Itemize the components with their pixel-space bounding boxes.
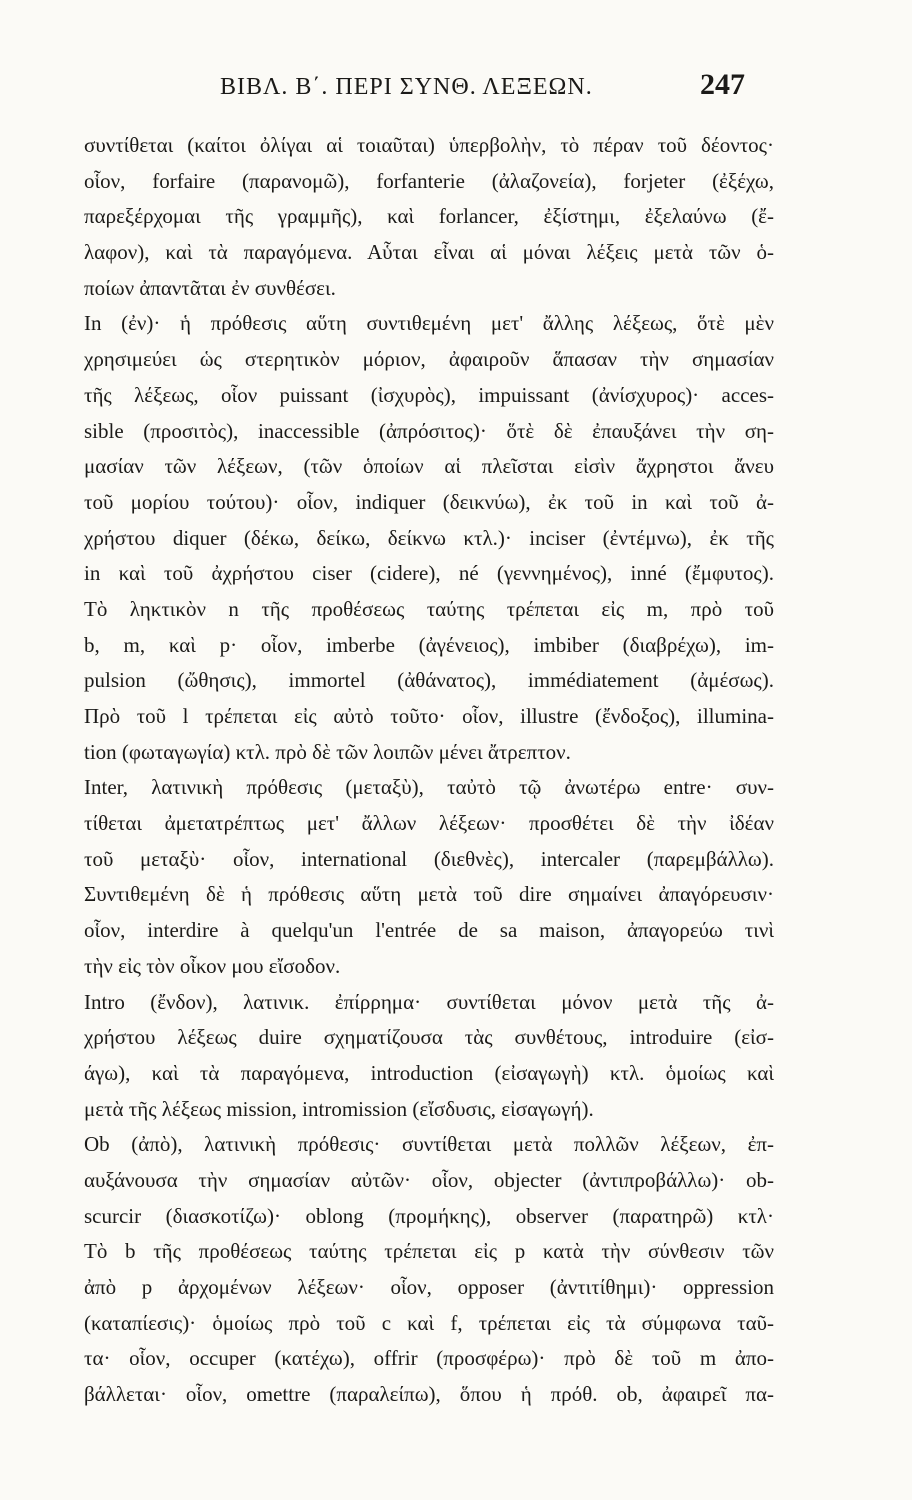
text-line: παρεξέρχομαι τῆς γραμμῆς), καὶ forlancer, ἐξίστημι, ἐξελαύνω (ἔ- <box>84 204 774 229</box>
text-line: τοῦ μορίου τούτου)· οἷον, indiquer (δεικνύω), ἐκ τοῦ in καὶ τοῦ ἀ- <box>84 489 774 514</box>
text-line: τοῦ μεταξὺ· οἷον, international (διεθνὲς), intercaler (παρεμβάλλω). <box>84 846 774 871</box>
text-line: Intro (ἔνδον), λατινικ. ἐπίρρημα· συντίθεται μόνον μετὰ τῆς ἀ- <box>84 989 774 1014</box>
text-line: μασίαν τῶν λέξεων, (τῶν ὁποίων αἱ πλεῖσται εἰσὶν ἄχρηστοι ἄνευ <box>84 454 774 479</box>
text-line: In (ἐν)· ἡ πρόθεσις αὕτη συντιθεμένη μετ' ἄλλης λέξεως, ὅτὲ μὲν <box>84 311 774 336</box>
text-line: μετὰ τῆς λέξεως mission, intromission (εἴσδυσις, εἰσαγωγή). <box>84 1096 594 1121</box>
text-line: sible (προσιτὸς), inaccessible (ἀπρόσιτος)· ὅτὲ δὲ ἐπαυξάνει τὴν ση- <box>84 418 774 443</box>
text-line: b, m, καὶ p· οἷον, imberbe (ἀγένειος), imbiber (διαβρέχω), im- <box>84 632 774 657</box>
text-line: Τὸ ληκτικὸν n τῆς προθέσεως ταύτης τρέπεται εἰς m, πρὸ τοῦ <box>84 596 774 621</box>
text-line: Τὸ b τῆς προθέσεως ταύτης τρέπεται εἰς p κατὰ τὴν σύνθεσιν τῶν <box>84 1239 774 1264</box>
text-line: αυξάνουσα τὴν σημασίαν αὐτῶν· οἷον, objecter (ἀντιπροβάλλω)· ob- <box>84 1167 774 1192</box>
text-line: οἷον, interdire à quelqu'un l'entrée de sa maison, ἀπαγορεύω τινὶ <box>84 918 774 943</box>
page-number: 247 <box>700 68 745 101</box>
running-header <box>0 68 912 108</box>
text-line: ἀπὸ p ἀρχομένων λέξεων· οἷον, opposer (ἀντιτίθημι)· oppression <box>84 1275 774 1299</box>
text-line: τῆς λέξεως, οἷον puissant (ἰσχυρὸς), impuissant (ἀνίσχυρος)· acces- <box>84 382 774 407</box>
text-line: τα· οἷον, occuper (κατέχω), offrir (προσφέρω)· πρὸ δὲ τοῦ m ἀπο- <box>84 1346 774 1371</box>
running-title: ΒΙΒΛ. Β΄. ΠΕΡΙ ΣΥΝΘ. ΛΕΞΕΩΝ. <box>220 74 593 100</box>
text-line: λαφον), καὶ τὰ παραγόμενα. Αὗται εἶναι αἱ μόναι λέξεις μετὰ τῶν ὁ- <box>84 240 774 265</box>
text-line: Πρὸ τοῦ l τρέπεται εἰς αὐτὸ τοῦτο· οἷον, illustre (ἔνδοξος), illumina- <box>84 704 774 728</box>
text-line: ποίων ἀπαντᾶται ἐν συνθέσει. <box>84 275 336 300</box>
text-line: in καὶ τοῦ ἀχρήστου ciser (cidere), né (γεννημένος), inné (ἔμφυτος). <box>84 561 774 586</box>
text-line: χρησιμεύει ὡς στερητικὸν μόριον, ἀφαιροῦν ἅπασαν τὴν σημασίαν <box>84 347 774 372</box>
text-line: χρήστου diquer (δέκω, δείκω, δείκνω κτλ.)· inciser (ἐντέμνω), ἐκ τῆς <box>84 525 774 550</box>
text-line: χρήστου λέξεως duire σχηματίζουσα τὰς συνθέτους, introduire (εἰσ- <box>84 1025 774 1050</box>
text-line: τίθεται ἀμετατρέπτως μετ' ἄλλων λέξεων· προσθέτει δὲ τὴν ἰδέαν <box>84 811 774 836</box>
text-line: βάλλεται· οἷον, omettre (παραλείπω), ὅπου ἡ πρόθ. ob, ἀφαιρεῖ πα- <box>84 1382 774 1407</box>
text-line: tion (φωταγωγία) κτλ. πρὸ δὲ τῶν λοιπῶν μένει ἄτρεπτον. <box>84 739 571 764</box>
text-line: τὴν εἰς τὸν οἶκον μου εἴσοδον. <box>84 953 341 978</box>
text-line: συντίθεται (καίτοι ὀλίγαι αἱ τοιαῦται) ὑπερβολὴν, τὸ πέραν τοῦ δέοντος· <box>84 133 774 157</box>
text-line: Ob (ἀπὸ), λατινικὴ πρόθεσις· συντίθεται μετὰ πολλῶν λέξεων, ἐπ- <box>84 1132 774 1157</box>
body-text <box>84 128 774 1413</box>
text-line: Συντιθεμένη δὲ ἡ πρόθεσις αὕτη μετὰ τοῦ dire σημαίνει ἀπαγόρευσιν· <box>84 882 774 907</box>
text-line: (καταπίεσις)· ὁμοίως πρὸ τοῦ c καὶ f, τρέπεται εἰς τὰ σύμφωνα ταῦ- <box>84 1310 774 1335</box>
text-line: scurcir (διασκοτίζω)· oblong (προμήκης), observer (παρατηρῶ) κτλ· <box>84 1203 774 1228</box>
text-line: pulsion (ὤθησις), immortel (ἀθάνατος), immédiatement (ἀμέσως). <box>84 668 774 693</box>
text-line: άγω), καὶ τὰ παραγόμενα, introduction (εἰσαγωγὴ) κτλ. ὁμοίως καὶ <box>84 1060 774 1085</box>
text-line: οἷον, forfaire (παρανομῶ), forfanterie (ἀλαζονεία), forjeter (ἐξέχω, <box>84 168 774 193</box>
text-line: Inter, λατινικὴ πρόθεσις (μεταξὺ), ταὐτὸ τῷ ἀνωτέρω entre· συν- <box>84 775 774 800</box>
